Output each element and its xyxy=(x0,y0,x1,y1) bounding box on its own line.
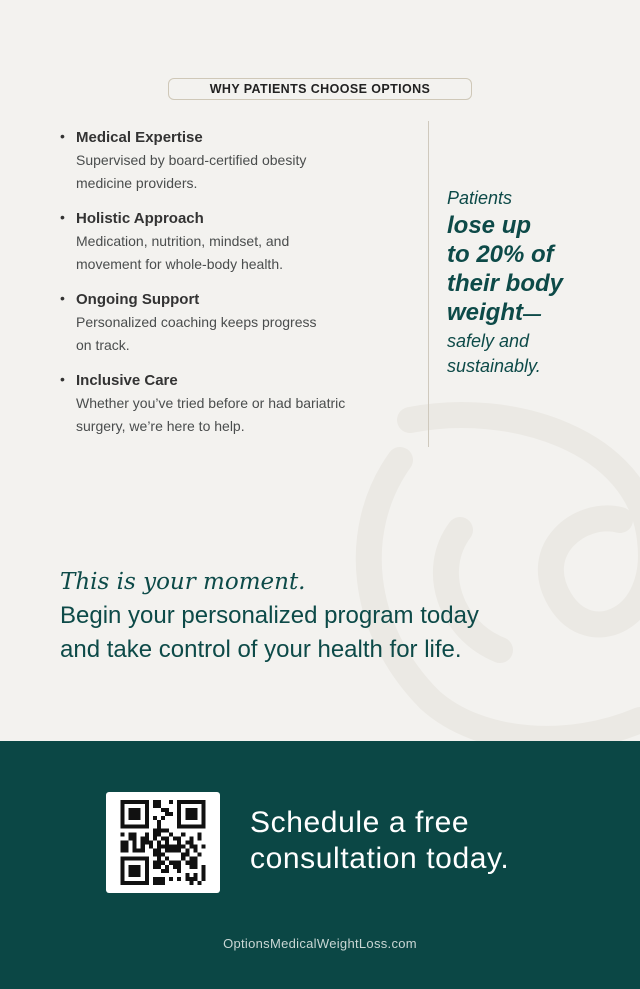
feature-desc: movement for whole-body health. xyxy=(76,256,283,272)
moment-body: and take control of your health for life. xyxy=(60,636,462,663)
feature-desc: on track. xyxy=(76,337,130,353)
callout-dash: — xyxy=(523,304,541,324)
moment-block xyxy=(60,566,620,666)
feature-list xyxy=(60,127,410,451)
qr-code-icon xyxy=(118,800,208,885)
feature-title: • Inclusive Care xyxy=(76,372,178,389)
moment-body: Begin your personalized program today xyxy=(60,602,479,629)
list-item xyxy=(60,289,410,357)
feature-desc: Medication, nutrition, mindset, and xyxy=(76,233,290,249)
callout-big-line-last xyxy=(447,298,632,329)
moment-headline: This is your moment. xyxy=(60,569,306,595)
callout-big-word: weight xyxy=(447,299,523,326)
cta-text xyxy=(250,805,610,877)
feature-title: • Holistic Approach xyxy=(76,210,204,227)
callout-big-line: lose up xyxy=(447,212,532,239)
feature-title: • Medical Expertise xyxy=(76,129,203,146)
vertical-divider xyxy=(428,121,429,447)
list-item xyxy=(60,208,410,276)
callout-lead: Patients xyxy=(447,188,513,208)
qr-code[interactable] xyxy=(106,792,220,893)
feature-desc: Supervised by board-certified obesity xyxy=(76,152,307,168)
callout-big-line: their body xyxy=(447,270,564,297)
list-item xyxy=(60,370,410,438)
cta-line: Schedule a free xyxy=(250,806,470,839)
callout-tail: sustainably. xyxy=(447,356,541,376)
feature-title: • Ongoing Support xyxy=(76,291,200,308)
cta-line: consultation today. xyxy=(250,842,510,875)
callout-big-line: to 20% of xyxy=(447,241,554,268)
list-item xyxy=(60,127,410,195)
callout-tail: safely and xyxy=(447,331,530,351)
feature-desc: Whether you’ve tried before or had bariatric xyxy=(76,395,346,411)
feature-desc: medicine providers. xyxy=(76,175,198,191)
cta-footer xyxy=(0,741,640,989)
feature-desc: Personalized coaching keeps progress xyxy=(76,314,317,330)
section-pill-label: WHY PATIENTS CHOOSE OPTIONS xyxy=(168,78,472,100)
weight-loss-callout xyxy=(447,186,632,379)
feature-desc: surgery, we’re here to help. xyxy=(76,418,245,434)
website-link[interactable]: OptionsMedicalWeightLoss.com xyxy=(223,936,417,951)
